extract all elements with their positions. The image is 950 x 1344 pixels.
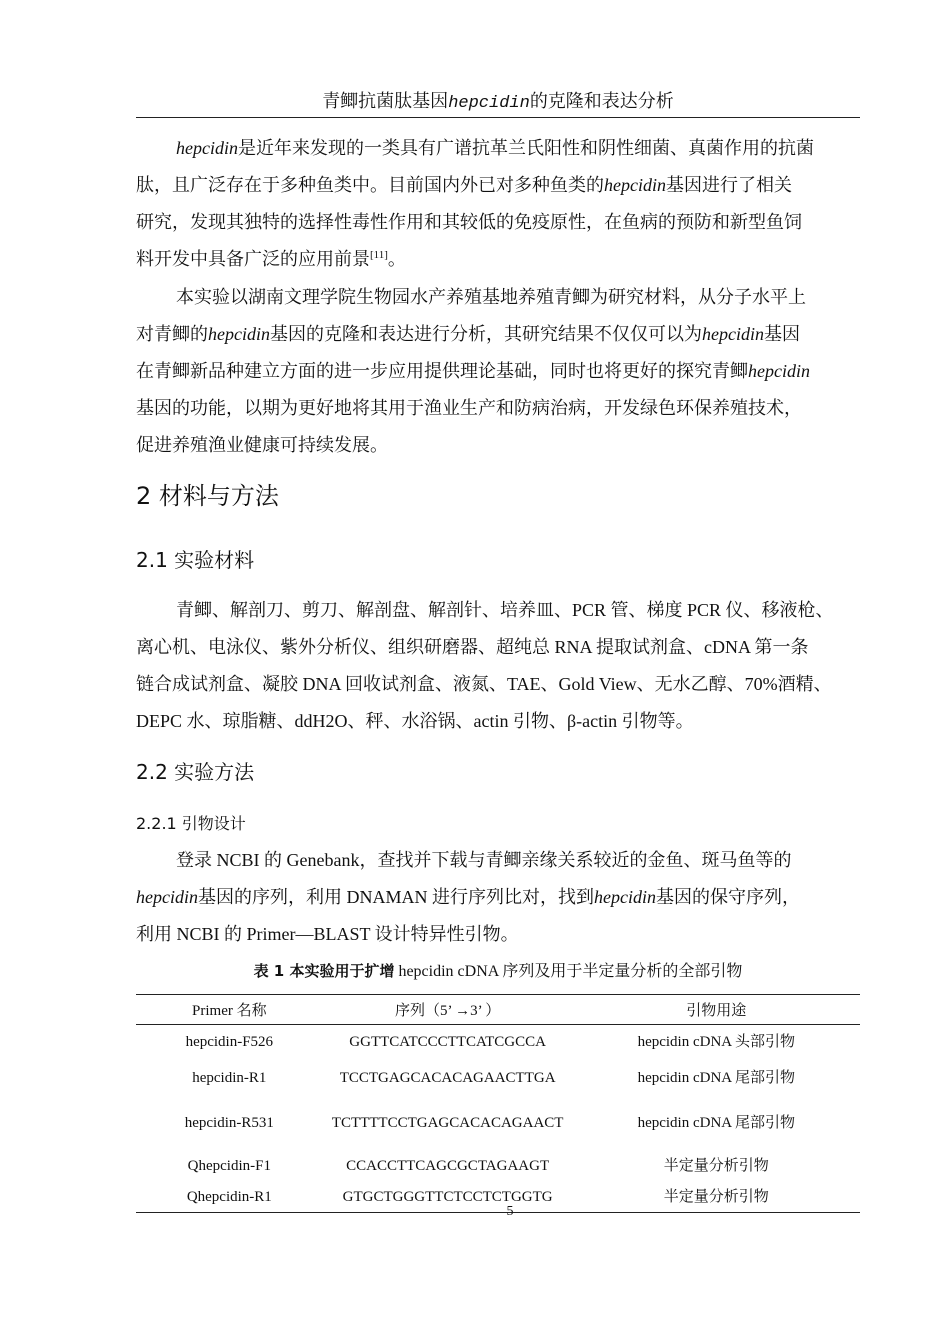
column-header-sequence: 序列（5’ →3’ ） — [394, 1003, 501, 1019]
text-line: 基因的功能，以期为更好地将其用于渔业生产和防病治病，开发绿色环保养殖技术， — [136, 398, 802, 418]
text-line: 离心机、电泳仪、紫外分析仪、组织研磨器、超纯总 RNA 提取试剂盒、cDNA 第一条 — [136, 637, 809, 657]
text-line: 料开发中具备广泛的应用前景[11]。 — [136, 249, 406, 269]
table-row — [136, 1025, 860, 1061]
text-line: 利用 NCBI 的 Primer—BLAST 设计特异性引物。 — [136, 924, 519, 944]
text-line: hepcidin是近年来发现的一类具有广谱抗革兰氏阳性和阴性细菌、真菌作用的抗菌 — [176, 138, 814, 158]
header-title-pre: 青鲫抗菌肽基因 — [322, 91, 449, 111]
primer-usage-cell: hepcidin cDNA 头部引物 — [637, 1034, 796, 1051]
primer-name-cell: hepcidin-F526 — [185, 1034, 274, 1051]
running-header — [136, 90, 860, 118]
table-row — [136, 1097, 860, 1151]
primer-usage-cell: hepcidin cDNA 尾部引物 — [637, 1115, 796, 1131]
page-number: 5 — [506, 1204, 514, 1219]
primer-sequence-cell: TCTTTTCCTGAGCACACAGAACT — [331, 1115, 564, 1131]
gene-name: hepcidin — [748, 361, 810, 381]
primer-table — [136, 994, 860, 1213]
primer-sequence-cell: GGTTCATCCCTTCATCGCCA — [349, 1034, 546, 1051]
citation-ref[interactable]: [11] — [370, 249, 388, 261]
section-heading-2-2-1: 2.2.1 引物设计 — [136, 814, 246, 833]
primer-sequence-cell: TCCTGAGCACACAGAACTTGA — [339, 1070, 556, 1086]
text-line: 链合成试剂盒、凝胶 DNA 回收试剂盒、液氮、TAE、Gold View、无水乙醇、70%酒精、 — [136, 674, 832, 694]
primer-usage-cell: 半定量分析引物 — [663, 1188, 769, 1205]
intro-paragraph-2 — [136, 279, 860, 464]
text-line: 对青鲫的hepcidin基因的克隆和表达进行分析，其研究结果不仅仅可以为hepcidin基因 — [136, 324, 800, 344]
primer-name-cell: Qhepcidin-R1 — [186, 1188, 272, 1205]
header-title-gene: hepcidin — [448, 94, 530, 113]
table-caption: 表 1 本实验用于扩增 hepcidin cDNA 序列及用于半定量分析的全部引物 — [253, 962, 743, 980]
text-line: DEPC 水、琼脂糖、ddH2O、秤、水浴锅、actin 引物、β-actin 引物等。 — [136, 711, 694, 731]
header-title-post: 的克隆和表达分析 — [529, 91, 674, 111]
gene-name: hepcidin — [176, 138, 238, 158]
column-header-primer-name: Primer 名称 — [192, 1003, 267, 1019]
primer-name-cell: Qhepcidin-F1 — [187, 1158, 271, 1174]
text-line: 在青鲫新品种建立方面的进一步应用提供理论基础，同时也将更好的探究青鲫hepcidin — [136, 361, 810, 381]
primer-name-cell: hepcidin-R1 — [192, 1070, 267, 1086]
materials-paragraph — [136, 592, 860, 740]
primer-usage-cell: 半定量分析引物 — [663, 1158, 769, 1174]
text-line: 登录 NCBI 的 Genebank，查找并下载与青鲫亲缘关系较近的金鱼、斑马鱼等的 — [176, 850, 792, 870]
text-line: 研究，发现其独特的选择性毒性作用和其较低的免疫原性，在鱼病的预防和新型鱼饲 — [136, 212, 802, 232]
primer-design-paragraph — [136, 842, 860, 953]
text-line: 本实验以湖南文理学院生物园水产养殖基地养殖青鲫为研究材料，从分子水平上 — [176, 287, 806, 307]
primer-usage-cell: hepcidin cDNA 尾部引物 — [637, 1070, 796, 1086]
text-line: hepcidin基因的序列，利用 DNAMAN 进行序列比对，找到hepcidin基因的保守序列， — [136, 887, 800, 907]
table-row — [136, 1061, 860, 1097]
primer-name-cell: hepcidin-R531 — [184, 1115, 274, 1131]
primer-sequence-cell: GTGCTGGGTTCTCCTCTGGTG — [342, 1188, 553, 1205]
gene-name: hepcidin — [604, 175, 666, 195]
primer-sequence-cell: CCACCTTCAGCGCTAGAAGT — [346, 1158, 550, 1174]
text-line: 肽，且广泛存在于多种鱼类中。目前国内外已对多种鱼类的hepcidin基因进行了相关 — [136, 175, 792, 195]
table-header-row — [136, 995, 860, 1025]
gene-name: hepcidin — [701, 324, 764, 344]
table-row — [136, 1151, 860, 1183]
section-heading-2: 2 材料与方法 — [136, 482, 279, 510]
column-header-usage: 引物用途 — [686, 1003, 747, 1019]
gene-name: hepcidin — [593, 887, 656, 907]
gene-name: hepcidin — [136, 887, 198, 907]
text-line: 促进养殖渔业健康可持续发展。 — [136, 435, 388, 455]
intro-paragraph-1 — [136, 130, 860, 278]
text-line: 青鲫、解剖刀、剪刀、解剖盘、解剖针、培养皿、PCR 管、梯度 PCR 仪、移液枪、 — [176, 600, 834, 620]
gene-name: hepcidin — [208, 324, 270, 344]
section-heading-2-2: 2.2 实验方法 — [136, 760, 255, 784]
section-heading-2-1: 2.1 实验材料 — [136, 548, 255, 572]
